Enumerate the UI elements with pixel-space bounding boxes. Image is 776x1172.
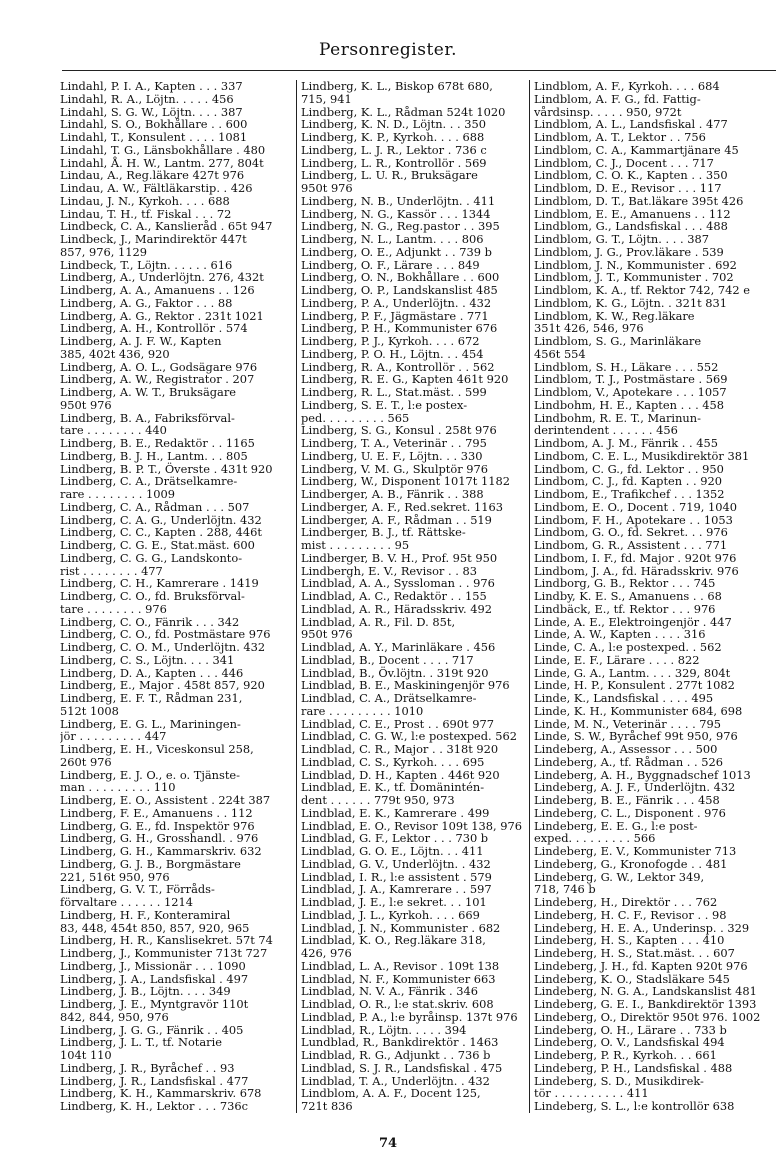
register-entry-line: Lindeberg, O. V., Landsfiskal 494 xyxy=(534,1035,725,1050)
register-entry-line: Lindberg, P. A., Underlöjtn. . 432 xyxy=(301,295,492,310)
register-entry-line: Lindahl, T. G., Länsbokhållare . 480 xyxy=(60,142,266,157)
register-entry-line: Lindberg, C. A., Rådman . . . 507 xyxy=(60,499,250,514)
register-entry-line: Lindeberg, N. G. A., Landskanslist 481 xyxy=(534,984,757,999)
register-entry-line: Lindberg, J. A., Landsfiskal . 497 xyxy=(60,971,249,986)
register-entry-line: Lindberg, U. E. F., Löjtn. . . 330 xyxy=(301,448,483,463)
register-entry-line: Lindberg, H. F., Konteramiral xyxy=(60,907,231,922)
register-entry-line: Lindblom, K. G., Löjtn. . 321t 831 xyxy=(534,295,728,310)
register-entry-line: Lindblom, C. O. K., Kapten . . 350 xyxy=(534,168,728,183)
register-entry-line: Lindblad, N. F., Kommunister 663 xyxy=(301,971,496,986)
register-entry-line: Lindberg, H. R., Kanslisekret. 57t 74 xyxy=(60,933,273,948)
register-entry-line: Lindblad, N. V. A., Fänrik . 346 xyxy=(301,984,478,999)
register-entry-line: Lindblad, G. O. E., Löjtn. . . 411 xyxy=(301,844,484,858)
register-entry-line: Lindberg, A. G., Rektor . 231t 1021 xyxy=(60,308,264,323)
register-entry-line: Lindbohm, H. E., Kapten . . . 458 xyxy=(534,397,725,412)
register-entry-line: Lindblom, G. T., Löjtn. . . . 387 xyxy=(534,232,709,246)
register-entry-line: Lindberg, C. O., Fänrik . . . 342 xyxy=(60,614,240,629)
register-entry-line: tör . . . . . . . . . . 411 xyxy=(534,1086,649,1101)
register-entry-line: Lindblad, J. E., l:e sekret. . . 101 xyxy=(301,895,487,909)
register-entry-line: Lindberg, O. E., Adjunkt . . 739 b xyxy=(301,244,492,259)
register-entry-line: Lindberg, E. J. O., e. o. Tjänste- xyxy=(60,767,241,782)
register-entry-line: Lindbom, F. H., Apotekare . . 1053 xyxy=(534,512,733,527)
register-entry-line: Lindberg, J., Missionär . . . 1090 xyxy=(60,958,246,973)
register-entry-line: Lindberg, T. A., Veterinär . . 795 xyxy=(301,436,487,450)
register-entry-line: Lindblom, S. G., Marinläkare xyxy=(534,334,702,348)
register-entry-line: Lindeberg, A., tf. Rådman . . 526 xyxy=(534,754,723,769)
register-entry-line: Lindbom, C. E. L., Musikdirektör 381 xyxy=(534,448,750,463)
register-entry-line: Lindeberg, A. H., Byggnadschef 1013 xyxy=(534,767,751,782)
register-entry-line: Lindeberg, O. H., Lärare . . 733 b xyxy=(534,1022,727,1037)
register-entry-line: Lindeberg, E. E. G., l:e post- xyxy=(534,818,698,833)
register-entry-line: Lindeberg, P. H., Landsfiskal . 488 xyxy=(534,1060,733,1075)
register-entry-line: Lindeberg, H. E. A., Underinsp. . 329 xyxy=(534,920,750,935)
register-entry-line: Lindeberg, S. D., Musikdirek- xyxy=(534,1073,704,1088)
register-entry-line: Lindeberg, P. R., Kyrkoh. . . 661 xyxy=(534,1048,717,1062)
register-entry-line: Linde, H. P., Konsulent . 277t 1082 xyxy=(534,678,735,693)
register-entry-line: 950t 976 xyxy=(301,627,353,642)
register-entry-line: Lindblom, A. L., Landsfiskal . 477 xyxy=(534,117,728,132)
register-entry-line: Lindberg, O. F., Lärare . . . 849 xyxy=(301,257,480,272)
register-entry-line: Lindberg, J. G. G., Fänrik . . 405 xyxy=(60,1022,244,1037)
register-entry-line: Lindblom, V., Apotekare . . . 1057 xyxy=(534,385,727,399)
register-entry-line: tare . . . . . . . . 440 xyxy=(60,423,167,438)
register-entry-line: Linde, K., Landsfiskal . . . . 495 xyxy=(534,691,714,705)
register-entry-line: Lindblom, A. F., Kyrkoh. . . . 684 xyxy=(534,80,720,93)
register-entry-line: Lindberg, E. F. T., Rådman 231, xyxy=(60,691,243,705)
register-entry-line: Lindberger, B. V. H., Prof. 95t 950 xyxy=(301,550,498,565)
register-entry-line: Lindblad, C. S., Kyrkoh. . . . 695 xyxy=(301,754,485,769)
register-entry-line: Lindblad, O. R., l:e stat.skriv. 608 xyxy=(301,997,494,1011)
register-entry-line: Lindberg, K. L., Rådman 524t 1020 xyxy=(301,104,506,119)
register-entry-line: Lindbom, J. A., fd. Häradsskriv. 976 xyxy=(534,563,739,578)
register-entry-line: derintendent . . . . . . 456 xyxy=(534,423,678,438)
register-entry-line: Lindberg, P. O. H., Löjtn. . . 454 xyxy=(301,346,484,361)
register-entry-line: Lindberg, L. U. R., Bruksägare xyxy=(301,168,478,183)
register-entry-line: Lindbeck, C. A., Kanslieråd . 65t 947 xyxy=(60,219,273,234)
register-entry-line: Lindeberg, A. J. F., Underlöjtn. 432 xyxy=(534,780,736,795)
register-entry-line: Lindblad, A. R., Fil. D. 85t, xyxy=(301,614,456,629)
register-entry-line: Lindberg, P. J., Kyrkoh. . . . 672 xyxy=(301,334,480,348)
register-entry-line: Lindeberg, G., Kronofogde . . 481 xyxy=(534,856,728,871)
register-entry-line: Lindblad, J. L., Kyrkoh. . . . 669 xyxy=(301,907,480,922)
register-entry-line: Lindberg, J. R., Byråchef . . 93 xyxy=(60,1060,235,1075)
register-entry-line: Lindbom, A. J. M., Fänrik . . 455 xyxy=(534,436,719,450)
register-entry-line: Lindblom, S. H., Läkare . . . 552 xyxy=(534,359,719,374)
register-entry-line: Lindberg, B. J. H., Lantm. . . 805 xyxy=(60,448,248,463)
register-entry-line: Lindeberg, E. V., Kommunister 713 xyxy=(534,844,737,858)
register-entry-line: Lindberg, C. O., fd. Bruksförval- xyxy=(60,589,245,603)
register-entry-line: Lindberg, A. G., Faktor . . . 88 xyxy=(60,295,233,310)
register-entry-line: Lindberg, B. P. T., Överste . 431t 920 xyxy=(60,461,273,476)
register-entry-line: Lindblom, C. A., Kammartjänare 45 xyxy=(534,142,739,157)
register-entry-line: Lindahl, Å. H. W., Lantm. 277, 804t xyxy=(60,155,264,170)
register-entry-line: ped. . . . . . . . . 565 xyxy=(301,410,410,425)
register-entry-line: Lindeberg, H. S., Stat.mäst. . . 607 xyxy=(534,946,735,960)
register-entry-line: 351t 426, 546, 976 xyxy=(534,321,644,336)
register-entry-line: Lindberg, C. G. G., Landskonto- xyxy=(60,550,243,565)
register-entry-line: Linde, G. A., Lantm. . . . 329, 804t xyxy=(534,665,731,680)
register-entry-line: Lindblad, S. J. R., Landsfiskal . 475 xyxy=(301,1060,503,1075)
register-entry-line: Lindbohm, R. E. T., Marinun- xyxy=(534,410,701,425)
register-entry-line: exped. . . . . . . . . 566 xyxy=(534,831,656,846)
register-entry-line: Lindberg, N. G., Kassör . . . 1344 xyxy=(301,206,491,221)
register-entry-line: 260t 976 xyxy=(60,754,112,769)
register-entry-line: 456t 554 xyxy=(534,346,586,361)
register-entry-line: Lindblad, I. R., l:e assistent . 579 xyxy=(301,869,492,884)
register-entry-line: Lindberg, A. J. F. W., Kapten xyxy=(60,334,222,348)
register-entry-line: Lindberg, L. J. R., Lektor . 736 c xyxy=(301,142,487,157)
register-entry-line: Lindahl, S. G. W., Löjtn. . . . 387 xyxy=(60,104,243,119)
register-entry-line: 842, 844, 950, 976 xyxy=(60,1009,169,1024)
register-entry-line: Lindblom, E. E., Amanuens . . 112 xyxy=(534,206,731,221)
register-column-1 xyxy=(60,80,296,1113)
register-entry-line: Lindblom, J. T., Kommunister . 702 xyxy=(534,270,734,285)
register-entry-line: Lindeberg, H., Direktör . . . 762 xyxy=(534,895,718,909)
register-entry-line: Lindberg, N. L., Lantm. . . . 806 xyxy=(301,232,484,246)
register-entry-line: Linde, E. F., Lärare . . . . 822 xyxy=(534,652,700,667)
register-entry-line: Lindblom, T. J., Postmästare . 569 xyxy=(534,372,728,387)
register-entry-line: Lindblad, B. E., Maskiningenjör 976 xyxy=(301,678,510,693)
register-entry-line: Lindberg, R. E. G., Kapten 461t 920 xyxy=(301,372,509,387)
register-entry-line: Lindeberg, O., Direktör 950t 976. 1002 xyxy=(534,1009,761,1024)
register-entry-line: Lindblad, D. H., Kapten . 446t 920 xyxy=(301,767,500,782)
register-entry-line: 857, 976, 1129 xyxy=(60,244,147,259)
register-entry-line: Lindbergh, E. V., Revisor . . 83 xyxy=(301,563,477,578)
register-entry-line: Lindberg, C. S., Löjtn. . . . 341 xyxy=(60,652,235,667)
register-entry-line: 950t 976 xyxy=(60,397,112,412)
register-entry-line: Lindberg, O. P., Landskanslist 485 xyxy=(301,283,498,297)
register-entry-line: Lindberg, K. H., Kammarskriv. 678 xyxy=(60,1086,262,1101)
register-entry-line: Lindbom, E., Trafikchef . . . 1352 xyxy=(534,487,725,501)
register-entry-line: Lindbom, I. F., fd. Major . 920t 976 xyxy=(534,550,737,565)
register-entry-line: Linde, A. E., Elektroingenjör . 447 xyxy=(534,614,732,629)
register-entry-line: Lindberg, G. J. B., Borgmästare xyxy=(60,856,241,871)
register-entry-line: Lindblom, C. J., Docent . . . 717 xyxy=(534,155,714,170)
register-entry-line: Lindberg, J., Kommunister 713t 727 xyxy=(60,946,268,960)
register-entry-line: Lindblad, J. A., Kamrerare . . 597 xyxy=(301,882,492,897)
register-entry-line: Lindberg, A. O. L., Godsägare 976 xyxy=(60,359,258,374)
register-entry-line: Lundblad, R., Bankdirektör . 1463 xyxy=(301,1035,499,1050)
page-number: 74 xyxy=(378,1136,398,1151)
register-entry-line: rist . . . . . . . . 477 xyxy=(60,563,163,578)
register-entry-line: Lindberger, A. B., Fänrik . . 388 xyxy=(301,487,484,501)
register-entry-line: Lindeberg, C. L., Disponent . 976 xyxy=(534,805,726,820)
register-entry-line: Lindbeck, T., Löjtn. . . . . . 616 xyxy=(60,257,233,272)
register-entry-line: Lindberg, C. O. M., Underlöjtn. 432 xyxy=(60,640,266,654)
register-entry-line: Lindblad, E. K., Kamrerare . 499 xyxy=(301,805,490,820)
register-entry-line: 104t 110 xyxy=(60,1048,112,1062)
register-entry-line: Lindberg, R. L., Stat.mäst. . 599 xyxy=(301,385,487,399)
register-entry-line: Lindberg, O. N., Bokhållare . . 600 xyxy=(301,270,500,285)
register-entry-line: Lindblom, D. E., Revisor . . . 117 xyxy=(534,181,722,195)
register-entry-line: Lindblom, A. F. G., fd. Fattig- xyxy=(534,91,701,106)
register-column-2 xyxy=(296,80,534,1113)
register-entry-line: Lindahl, P. I. A., Kapten . . . 337 xyxy=(60,80,243,93)
register-entry-line: Lindblad, P. A., l:e byråinsp. 137t 976 xyxy=(301,1009,518,1024)
register-entry-line: Lindby, K. E. S., Amanuens . . 68 xyxy=(534,589,722,603)
header-rule xyxy=(62,70,776,71)
register-entry-line: Lindbom, C. G., fd. Lektor . . 950 xyxy=(534,461,724,476)
register-entry-line: jör . . . . . . . . . 447 xyxy=(60,729,167,744)
register-entry-line: Lindblom, D. T., Bat.läkare 395t 426 xyxy=(534,193,744,208)
register-entry-line: Lindblad, B., Docent . . . . 717 xyxy=(301,652,474,667)
register-entry-line: 715, 941 xyxy=(301,91,352,106)
register-entry-line: 721t 836 xyxy=(301,1099,353,1113)
register-entry-line: Lindblad, C. A., Drätselkamre- xyxy=(301,691,477,705)
register-entry-line: Lindeberg, G. E. I., Bankdirektör 1393 xyxy=(534,997,757,1011)
register-entry-line: Lindberger, B. J., tf. Rättske- xyxy=(301,525,466,540)
register-entry-line: Lindbom, C. J., fd. Kapten . . 920 xyxy=(534,474,722,489)
register-entry-line: Lindblom, G., Landsfiskal . . . 488 xyxy=(534,219,728,234)
register-entry-line: 221, 516t 950, 976 xyxy=(60,869,170,884)
register-entry-line: 385, 402t 436, 920 xyxy=(60,346,170,361)
register-entry-line: Lindberg, K. H., Lektor . . . 736c xyxy=(60,1099,248,1113)
register-entry-line: Lindblom, A. A. F., Docent 125, xyxy=(301,1086,481,1101)
page-title: Personregister. xyxy=(318,40,458,60)
register-entry-line: Lindeberg, K. O., Stadsläkare 545 xyxy=(534,971,730,986)
register-entry-line: Lindeberg, H. C. F., Revisor . . 98 xyxy=(534,907,727,922)
register-entry-line: man . . . . . . . . . 110 xyxy=(60,780,176,795)
register-entry-line: Lindberg, J. L. T., tf. Notarie xyxy=(60,1035,223,1050)
register-entry-line: Lindblad, G. V., Underlöjtn. . 432 xyxy=(301,856,491,871)
register-entry-line: Lindeberg, S. L., l:e kontrollör 638 xyxy=(534,1099,735,1113)
register-entry-line: förvaltare . . . . . . 1214 xyxy=(60,895,194,909)
register-entry-line: Lindblad, K. O., Reg.läkare 318, xyxy=(301,933,486,948)
register-entry-line: Lindblad, L. A., Revisor . 109t 138 xyxy=(301,958,500,973)
register-entry-line: Lindahl, T., Konsulent . . . . 1081 xyxy=(60,130,248,144)
register-entry-line: Linde, S. W., Byråchef 99t 950, 976 xyxy=(534,729,738,744)
register-entry-line: Lindbom, G. O., fd. Sekret. . . 976 xyxy=(534,525,728,540)
register-entry-line: Lindberg, B. A., Fabriksförval- xyxy=(60,410,235,425)
register-entry-line: Lindberg, C. H., Kamrerare . 1419 xyxy=(60,576,259,591)
register-entry-line: Lindberg, P. F., Jägmästare . 771 xyxy=(301,308,489,323)
register-entry-line: Lindberg, E. O., Assistent . 224t 387 xyxy=(60,793,271,807)
register-entry-line: rare . . . . . . . . 1009 xyxy=(60,487,175,501)
register-entry-line: Lindberg, F. E., Amanuens . . 112 xyxy=(60,805,253,820)
register-entry-line: Lindblad, R. G., Adjunkt . . 736 b xyxy=(301,1048,491,1062)
register-entry-line: Lindbäck, E., tf. Rektor . . . 976 xyxy=(534,601,716,616)
register-entry-line: Lindberg, C. G. E., Stat.mäst. 600 xyxy=(60,538,255,552)
register-entry-line: Linde, C. A., l:e postexped. . 562 xyxy=(534,640,722,654)
register-entry-line: Lindberg, E., Major . 458t 857, 920 xyxy=(60,678,265,693)
register-entry-line: Lindahl, S. O., Bokhållare . . 600 xyxy=(60,117,248,132)
register-entry-line: Linde, A. W., Kapten . . . . 316 xyxy=(534,627,706,642)
register-entry-line: Lindblad, C. R., Major . . 318t 920 xyxy=(301,742,499,756)
register-entry-line: Lindberg, L. R., Kontrollör . 569 xyxy=(301,155,487,170)
register-entry-line: 83, 448, 454t 850, 857, 920, 965 xyxy=(60,920,250,935)
register-entry-line: Lindblad, J. N., Kommunister . 682 xyxy=(301,920,501,935)
register-entry-line: Lindbom, G. R., Assistent . . . 771 xyxy=(534,538,728,552)
register-entry-line: 950t 976 xyxy=(301,181,353,195)
register-entry-line: Lindberg, G. V. T., Förråds- xyxy=(60,882,215,897)
register-entry-line: Lindberg, C. C., Kapten . 288, 446t xyxy=(60,525,262,540)
register-entry-line: mist . . . . . . . . . 95 xyxy=(301,538,410,552)
register-entry-line: Lindberg, K. P., Kyrkoh. . . . 688 xyxy=(301,130,485,144)
register-entry-line: Lindeberg, J. H., fd. Kapten 920t 976 xyxy=(534,958,748,973)
register-entry-line: Lindau, A. W., Fältläkarstip. . 426 xyxy=(60,181,253,195)
register-entry-line: Lindblom, J. N., Kommunister . 692 xyxy=(534,257,737,272)
register-entry-line: Lindblad, A. C., Redaktör . . 155 xyxy=(301,589,487,603)
register-entry-line: vårdsinsp. . . . . 950, 972t xyxy=(534,104,682,119)
register-entry-line: Lindblom, J. G., Prov.läkare . 539 xyxy=(534,244,724,259)
register-entry-line: Lindberger, A. F., Red.sekret. 1163 xyxy=(301,499,503,514)
register-entry-line: Lindberg, P. H., Kommunister 676 xyxy=(301,321,498,336)
register-entry-line: Lindblad, E. K., tf. Domänintén- xyxy=(301,780,485,795)
register-entry-line: Lindeberg, B. E., Fänrik . . . 458 xyxy=(534,793,720,807)
register-entry-line: Lindberg, D. A., Kapten . . . 446 xyxy=(60,665,244,680)
register-entry-line: Lindblad, C. E., Prost . . 690t 977 xyxy=(301,716,494,731)
register-entry-line: Lindberg, G. H., Kammarskriv. 632 xyxy=(60,844,262,858)
register-entry-line: Lindblad, R., Löjtn. . . . . 394 xyxy=(301,1022,467,1037)
register-entry-line: Lindberg, B. E., Redaktör . . 1165 xyxy=(60,436,255,450)
register-entry-line: Lindblom, K. A., tf. Rektor 742, 742 e xyxy=(534,283,750,297)
register-entry-line: Lindberg, S. G., Konsul . 258t 976 xyxy=(301,423,497,438)
register-entry-line: Lindberg, C. O., fd. Postmästare 976 xyxy=(60,627,271,642)
register-entry-line: 426, 976 xyxy=(301,946,352,960)
register-entry-line: Lindblad, T. A., Underlöjtn. . 432 xyxy=(301,1073,490,1088)
register-entry-line: Lindberger, A. F., Rådman . . 519 xyxy=(301,512,492,527)
register-entry-line: Lindberg, S. E. T., l:e postex- xyxy=(301,397,468,412)
register-entry-line: Lindberg, R. A., Kontrollör . . 562 xyxy=(301,359,495,374)
register-entry-line: Lindblad, A. A., Syssloman . . 976 xyxy=(301,576,495,591)
register-entry-line: Lindblad, A. Y., Marinläkare . 456 xyxy=(301,640,496,654)
register-entry-line: Lindbom, E. O., Docent . 719, 1040 xyxy=(534,499,737,514)
register-entry-line: Lindbeck, J., Marindirektör 447t xyxy=(60,232,247,246)
register-entry-line: Lindberg, W., Disponent 1017t 1182 xyxy=(301,474,510,489)
register-entry-line: Lindberg, E. H., Viceskonsul 258, xyxy=(60,742,254,756)
register-entry-line: Lindblad, E. O., Revisor 109t 138, 976 xyxy=(301,818,523,833)
register-entry-line: Lindberg, G. H., Grosshandl. . 976 xyxy=(60,831,259,846)
register-entry-line: Lindberg, K. L., Biskop 678t 680, xyxy=(301,80,493,93)
register-entry-line: 718, 746 b xyxy=(534,882,596,897)
register-entry-line: Lindeberg, A., Assessor . . . 500 xyxy=(534,742,718,756)
register-entry-line: 512t 1008 xyxy=(60,703,119,718)
register-entry-line: Lindberg, G. E., fd. Inspektör 976 xyxy=(60,818,255,833)
register-entry-line: Lindberg, J. E., Myntgravör 110t xyxy=(60,997,249,1011)
register-entry-line: rare . . . . . . . . . 1010 xyxy=(301,703,424,718)
register-entry-line: Lindahl, R. A., Löjtn. . . . . 456 xyxy=(60,91,234,106)
register-entry-line: Lindberg, N. B., Underlöjtn. . 411 xyxy=(301,193,496,208)
register-entry-line: Lindeberg, H. S., Kapten . . . 410 xyxy=(534,933,725,948)
register-entry-line: Lindblad, C. G. W., l:e postexped. 562 xyxy=(301,729,518,744)
register-entry-line: Lindau, A., Reg.läkare 427t 976 xyxy=(60,168,245,183)
register-entry-line: dent . . . . . . 779t 950, 973 xyxy=(301,793,455,807)
register-entry-line: Lindblad, B., Öv.löjtn. . 319t 920 xyxy=(301,665,489,680)
register-entry-line: Lindberg, A. W., Registrator . 207 xyxy=(60,372,255,387)
register-entry-line: Lindau, J. N., Kyrkoh. . . . 688 xyxy=(60,193,230,208)
register-column-3 xyxy=(529,80,776,1113)
register-entry-line: tare . . . . . . . . 976 xyxy=(60,601,167,616)
register-entry-line: Lindberg, A. A., Amanuens . . 126 xyxy=(60,283,255,297)
register-entry-line: Lindblad, G. F., Lektor . . . 730 b xyxy=(301,831,489,846)
register-entry-line: Lindberg, E. G. L., Mariningen- xyxy=(60,716,241,731)
register-entry-line: Lindblad, A. R., Häradsskriv. 492 xyxy=(301,601,492,616)
register-entry-line: Lindeberg, G. W., Lektor 349, xyxy=(534,869,705,884)
register-entry-line: Lindberg, K. N. D., Löjtn. . . 350 xyxy=(301,117,486,132)
register-entry-line: Linde, M. N., Veterinär . . . . 795 xyxy=(534,716,722,731)
register-entry-line: Lindberg, J. B., Löjtn. . . . 349 xyxy=(60,984,231,999)
register-entry-line: Lindberg, A., Underlöjtn. 276, 432t xyxy=(60,270,264,285)
register-entry-line: Lindberg, A. H., Kontrollör . 574 xyxy=(60,321,248,336)
register-entry-line: Lindberg, A. W. T., Bruksägare xyxy=(60,385,237,399)
register-entry-line: Lindblom, A. T., Lektor . . 756 xyxy=(534,130,706,144)
register-entry-line: Lindborg, G. B., Rektor . . . 745 xyxy=(534,576,716,591)
register-entry-line: Linde, K. H., Kommunister 684, 698 xyxy=(534,703,743,718)
register-entry-line: Lindberg, C. A., Drätselkamre- xyxy=(60,474,238,489)
register-entry-line: Lindblom, K. W., Reg.läkare xyxy=(534,308,695,323)
register-entry-line: Lindberg, J. R., Landsfiskal . 477 xyxy=(60,1073,249,1088)
register-entry-line: Lindau, T. H., tf. Fiskal . . . 72 xyxy=(60,206,232,221)
register-entry-line: Lindberg, V. M. G., Skulptör 976 xyxy=(301,461,488,476)
register-entry-line: Lindberg, C. A. G., Underlöjtn. 432 xyxy=(60,512,262,527)
register-entry-line: Lindberg, N. G., Reg.pastor . . 395 xyxy=(301,219,500,234)
